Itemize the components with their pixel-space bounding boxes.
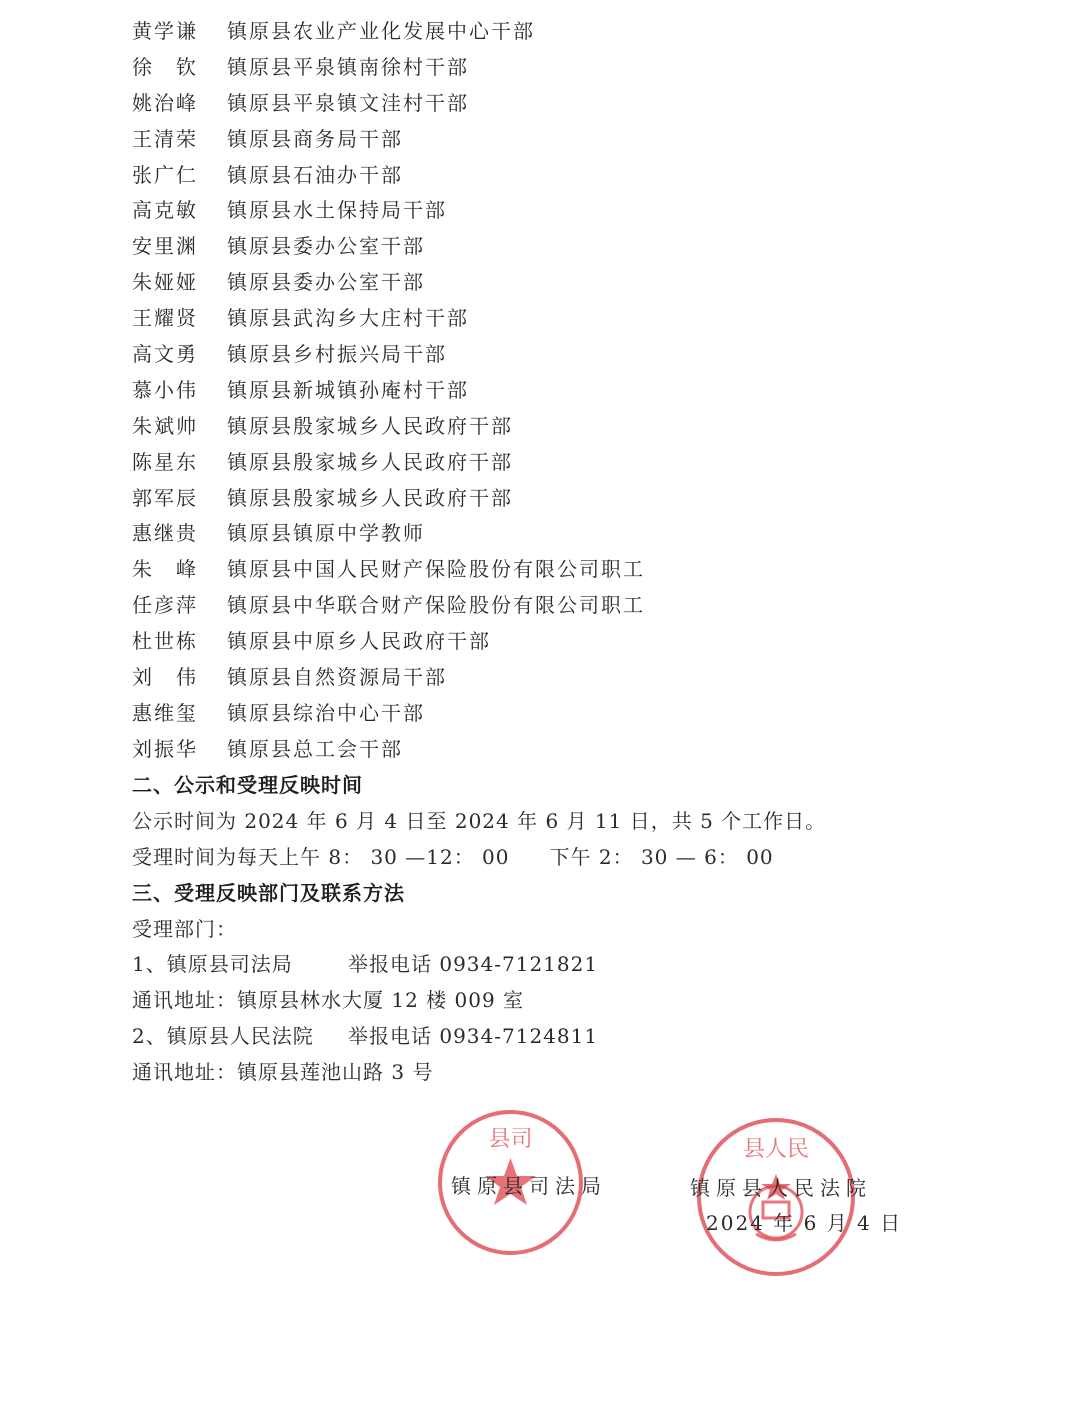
person-unit: 镇原县平泉镇文洼村干部 <box>227 90 469 115</box>
person-unit: 镇原县农业产业化发展中心干部 <box>227 19 535 43</box>
list-item <box>132 158 645 194</box>
person-name: 刘振华 <box>132 736 198 761</box>
person-unit: 镇原县石油办干部 <box>227 162 403 187</box>
list-item <box>132 229 645 265</box>
list-item <box>132 624 645 660</box>
person-unit: 镇原县武沟乡大庄村干部 <box>227 306 469 331</box>
person-name: 高文勇 <box>132 342 198 367</box>
person-name: 杜世栋 <box>132 629 198 654</box>
person-unit: 镇原县镇原中学教师 <box>227 521 425 546</box>
person-unit: 镇原县自然资源局干部 <box>227 665 447 690</box>
person-name: 惠继贵 <box>132 521 198 546</box>
department-1-name: 1、镇原县司法局 <box>132 952 293 977</box>
person-name: 陈星东 <box>132 449 198 474</box>
department-2-name: 2、镇原县人民法院 <box>132 1024 314 1049</box>
list-item <box>132 193 645 229</box>
list-item <box>132 516 645 552</box>
person-name: 徐 钦 <box>132 54 198 79</box>
person-name: 黄学谦 <box>132 19 198 43</box>
department-label: 受理部门： <box>132 916 237 941</box>
list-item <box>132 301 645 337</box>
person-name: 慕小伟 <box>132 377 198 402</box>
list-item <box>132 122 645 158</box>
seal2-arc-text: 县人民 <box>742 1137 810 1162</box>
list-item <box>132 481 645 517</box>
list-item <box>132 588 645 624</box>
person-unit: 镇原县综治中心干部 <box>227 700 425 725</box>
department-2 <box>132 1019 826 1055</box>
acceptance-hours <box>132 840 826 876</box>
list-item <box>132 409 645 445</box>
notice-sections <box>132 768 826 1091</box>
personnel-list <box>132 14 645 768</box>
person-unit: 镇原县委办公室干部 <box>227 270 425 295</box>
acceptance-hours-afternoon: 下午 2： 30 — 6： 00 <box>549 844 774 869</box>
person-name: 安里渊 <box>132 234 198 259</box>
person-name: 姚治峰 <box>132 90 198 115</box>
section3-heading: 三、受理反映部门及联系方法 <box>132 880 405 905</box>
list-item <box>132 86 645 122</box>
person-name: 朱 峰 <box>132 557 198 582</box>
seal1-arc-text: 县司 <box>488 1127 533 1152</box>
person-unit: 镇原县平泉镇南徐村干部 <box>227 54 469 79</box>
person-unit: 镇原县新城镇孙庵村干部 <box>227 377 469 402</box>
person-name: 朱斌帅 <box>132 413 198 438</box>
list-item <box>132 50 645 86</box>
list-item <box>132 445 645 481</box>
person-unit: 镇原县殷家城乡人民政府干部 <box>227 413 513 438</box>
section2-heading: 二、公示和受理反映时间 <box>132 773 363 797</box>
person-unit: 镇原县中华联合财产保险股份有限公司职工 <box>227 593 645 618</box>
person-unit: 镇原县委办公室干部 <box>227 234 425 259</box>
signature-date: 2024 年 6 月 4 日 <box>706 1211 903 1235</box>
acceptance-hours-morning: 受理时间为每天上午 8： 30 —12： 00 <box>132 844 510 869</box>
person-name: 郭军辰 <box>132 485 198 510</box>
person-name: 王清荣 <box>132 126 198 151</box>
publicity-period: 公示时间为 2024 年 6 月 4 日至 2024 年 6 月 11 日，共 5 个工作日。 <box>132 808 827 833</box>
list-item <box>132 265 645 301</box>
person-unit: 镇原县中原乡人民政府干部 <box>227 629 491 654</box>
person-unit: 镇原县水土保持局干部 <box>227 198 447 223</box>
signature-org-2: 镇原县人民法院 <box>690 1176 872 1200</box>
person-unit: 镇原县中国人民财产保险股份有限公司职工 <box>227 557 645 582</box>
person-name: 刘 伟 <box>132 665 198 690</box>
list-item <box>132 337 645 373</box>
person-unit: 镇原县乡村振兴局干部 <box>227 342 447 367</box>
signature-org-1: 镇原县司法局 <box>451 1174 607 1198</box>
person-unit: 镇原县总工会干部 <box>227 736 403 761</box>
list-item <box>132 552 645 588</box>
list-item <box>132 696 645 732</box>
list-item <box>132 373 645 409</box>
list-item <box>132 14 645 50</box>
person-unit: 镇原县殷家城乡人民政府干部 <box>227 485 513 510</box>
department-1-phone: 举报电话 0934-7121821 <box>348 952 599 977</box>
person-unit: 镇原县商务局干部 <box>227 126 403 151</box>
department-1-address: 通讯地址：镇原县林水大厦 12 楼 009 室 <box>132 988 525 1013</box>
department-2-address: 通讯地址：镇原县莲池山路 3 号 <box>132 1060 434 1085</box>
person-unit: 镇原县殷家城乡人民政府干部 <box>227 449 513 474</box>
list-item <box>132 660 645 696</box>
list-item <box>132 732 645 768</box>
person-name: 惠维玺 <box>132 700 198 725</box>
person-name: 王耀贤 <box>132 306 198 331</box>
department-2-phone: 举报电话 0934-7124811 <box>348 1024 599 1049</box>
person-name: 任彦萍 <box>132 593 198 618</box>
person-name: 朱娅娅 <box>132 270 198 295</box>
department-1 <box>132 947 826 983</box>
person-name: 高克敏 <box>132 198 198 223</box>
person-name: 张广仁 <box>132 162 198 187</box>
